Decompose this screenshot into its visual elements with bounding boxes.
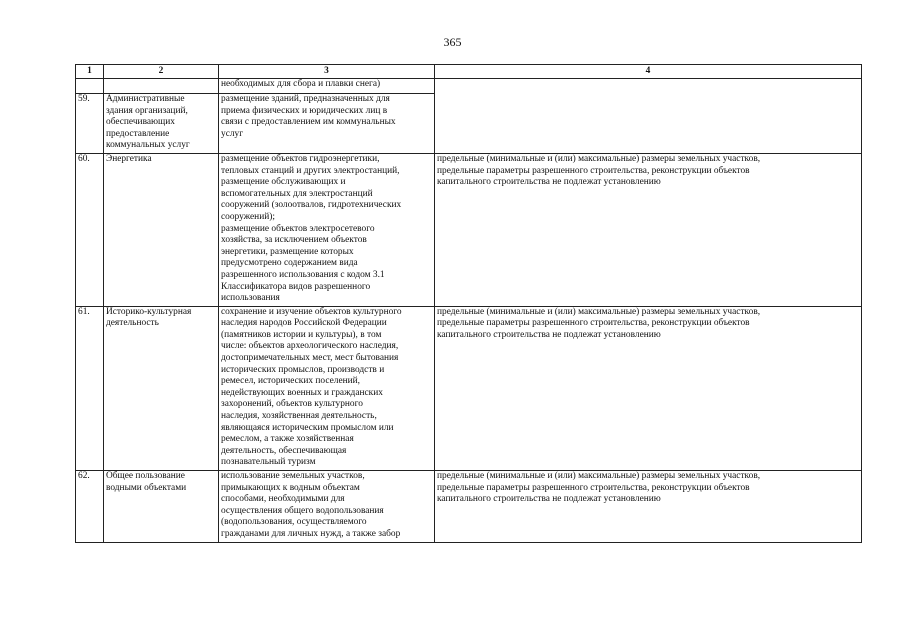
row-62-num: 62. (76, 471, 104, 543)
row-59-description: размещение зданий, предназначенных для приема физических и юридических лиц в связи с предоставлением им коммунальных услуг (219, 94, 435, 154)
column-header-1: 1 (76, 65, 104, 79)
table-row (76, 471, 862, 543)
continuation-num-cell (76, 79, 104, 94)
column-header-2: 2 (104, 65, 219, 79)
row-60-description: размещение объектов гидроэнергетики, тепловых станций и других электростанций, размещение обслуживающих и вспомогательных для электростанций сооружений (золоотвалов, гидротехнических сооружений); размещение объектов электросетевого хозяйства, за исключением объектов энергетики, размещение которых предусмотрено содержанием вида разрешенного использования с кодом 3.1 Классификатора видов разрешенного использования (219, 153, 435, 306)
table-row (76, 306, 862, 470)
row-61-description: сохранение и изучение объектов культурного наследия народов Российской Федерации (памятников истории и культуры), в том числе: объектов археологического наследия, достопримечательных мест, мест бытования исторических промыслов, производств и ремесел, исторических поселений, недействующих военных и гражданских захоронений, объектов культурного наследия, хозяйственная деятельность, являющаяся историческим промыслом или ремеслом, а также хозяйственная деятельность, обеспечивающая познавательный туризм (219, 306, 435, 470)
row-59-num: 59. (76, 94, 104, 154)
row-62-params: предельные (минимальные и (или) максимальные) размеры земельных участков, предельные параметры разрешенного строительства, реконструкции объектов капитального строительства не подлежат установлению (435, 471, 862, 543)
row-62-name: Общее пользование водными объектами (104, 471, 219, 543)
page-number: 365 (443, 35, 462, 49)
continuation-description-cell: необходимых для сбора и плавки снега) (219, 79, 435, 94)
row-60-num: 60. (76, 153, 104, 306)
row-61-params: предельные (минимальные и (или) максимальные) размеры земельных участков, предельные параметры разрешенного строительства, реконструкции объектов капитального строительства не подлежат установлению (435, 306, 862, 470)
row-62-description: использование земельных участков, примыкающих к водным объектам способами, необходимыми для осуществления общего водопользования (водопользования, осуществляемого гражданами для личных нужд, а также забор (219, 471, 435, 543)
continuation-name-cell (104, 79, 219, 94)
table-header-row (76, 65, 862, 79)
row-61-num: 61. (76, 306, 104, 470)
continuation-row (76, 79, 862, 94)
row-59-name: Административные здания организаций, обеспечивающих предоставление коммунальных услуг (104, 94, 219, 154)
row-60-params: предельные (минимальные и (или) максимальные) размеры земельных участков, предельные параметры разрешенного строительства, реконструкции объектов капитального строительства не подлежат установлению (435, 153, 862, 306)
row-60-name: Энергетика (104, 153, 219, 306)
zoning-table (75, 64, 862, 543)
column-header-4: 4 (435, 65, 862, 79)
row-59-params-cell (435, 79, 862, 154)
row-61-name: Историко-культурная деятельность (104, 306, 219, 470)
table-row (76, 153, 862, 306)
column-header-3: 3 (219, 65, 435, 79)
